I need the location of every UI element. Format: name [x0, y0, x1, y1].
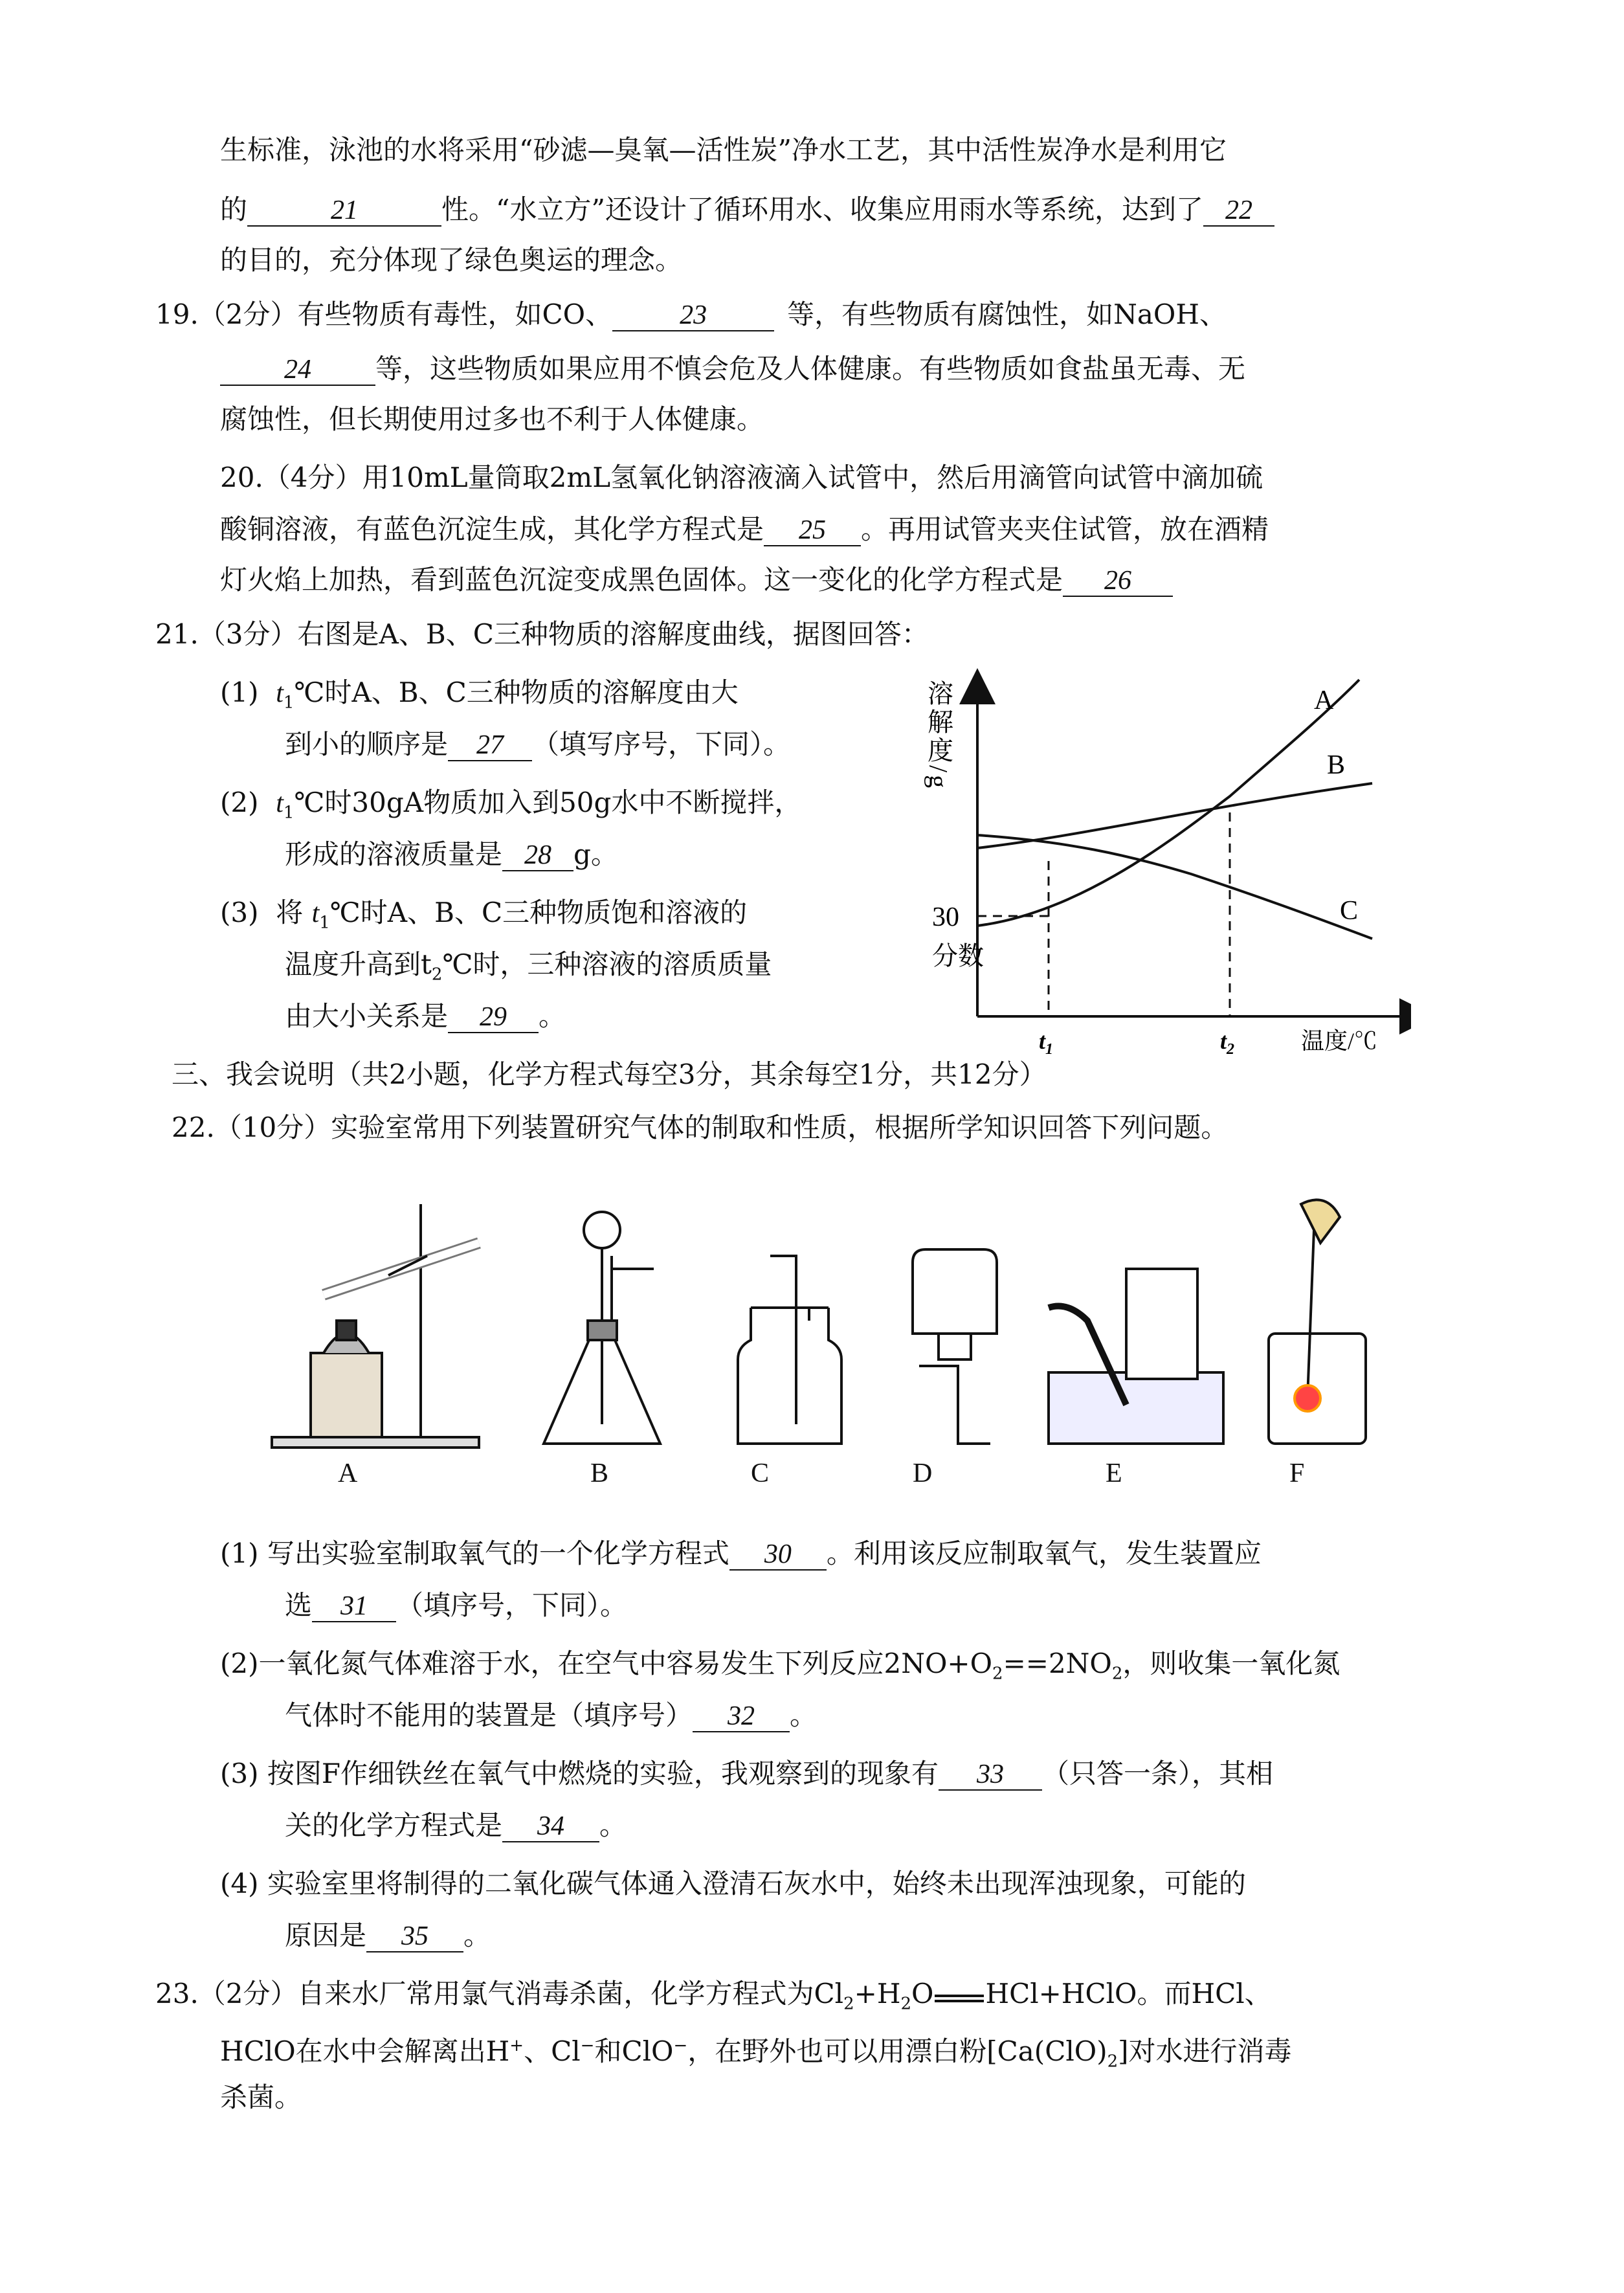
text: ，在野外也可以用漂白粉[Ca(ClO)	[687, 2035, 1107, 2067]
series-c-label: C	[1340, 896, 1359, 926]
text: 形成的溶液质量是	[285, 838, 503, 870]
q22-p3c	[285, 1806, 627, 1845]
caption-b: B	[590, 1459, 609, 1488]
caption-f: F	[1289, 1459, 1305, 1488]
subscript: 2	[992, 1664, 1003, 1684]
q21-p1c	[285, 725, 790, 764]
q19-line1	[155, 295, 1227, 334]
subscript: 2	[843, 1994, 854, 2014]
subscript: 1	[319, 913, 330, 933]
x-label: 温度/℃	[1301, 1028, 1378, 1054]
text: 19.（2分）有些物质有毒性，如CO、	[155, 298, 613, 330]
extra-label: 分数	[932, 941, 984, 970]
blank-24[interactable]: 24	[220, 355, 375, 386]
x-tick-t1: $t_1$	[1039, 1028, 1054, 1058]
section3-title: 三、我会说明（共2小题，化学方程式每空3分，其余每空1分，共12分）	[172, 1058, 1047, 1090]
subscript: 2	[1111, 1664, 1123, 1684]
text: 酸铜溶液，有蓝色沉淀生成，其化学方程式是	[220, 513, 764, 545]
caption-d: D	[913, 1459, 933, 1488]
q21-p3	[220, 893, 747, 942]
text: 等，有些物质有腐蚀性，如NaOH、	[787, 298, 1227, 330]
text: 。	[599, 1809, 627, 1841]
q23-line2	[220, 2026, 1292, 2081]
text: ]对水进行消毒	[1118, 2035, 1292, 2067]
text: +H	[854, 1978, 901, 2009]
text: HClO在水中会解离出H	[220, 2035, 510, 2067]
q21-p3c	[285, 945, 772, 994]
text: 将	[276, 897, 304, 928]
blank-23[interactable]: 23	[612, 300, 774, 331]
text: ℃时A、B、C三种物质饱和溶液的	[329, 897, 748, 928]
caption-a: A	[338, 1459, 358, 1488]
blank-35[interactable]: 35	[366, 1921, 463, 1952]
text: 温度升高到t	[285, 948, 432, 980]
text: 关的化学方程式是	[285, 1809, 503, 1841]
text: ℃时A、B、C三种物质的溶解度由大	[294, 677, 739, 708]
t-symbol: t	[276, 789, 284, 818]
y-mark-30: 30	[932, 902, 959, 932]
text: g。	[573, 838, 618, 870]
p18-line1: 生标准，泳池的水将采用“砂滤—臭氧—活性炭”净水工艺，其中活性炭净水是利用它	[220, 134, 1227, 166]
q22-p1c	[285, 1586, 627, 1625]
superscript: −	[580, 2036, 595, 2055]
solubility-chart	[919, 667, 1411, 1068]
text: 选	[285, 1589, 313, 1621]
q21-p2c	[285, 835, 618, 874]
text: 等，这些物质如果应用不慎会危及人体健康。有些物质如食盐虽无毒、无	[375, 353, 1246, 385]
text: 原因是	[285, 1919, 367, 1951]
blank-28[interactable]: 28	[502, 840, 573, 871]
q22-p4b	[285, 1916, 491, 1955]
subscript: 2	[431, 965, 443, 985]
blank-25[interactable]: 25	[764, 515, 861, 546]
series-b-label: B	[1327, 750, 1346, 780]
t-symbol: t	[276, 678, 284, 708]
q22-p2d	[285, 1696, 817, 1735]
text: 。再用试管夹夹住试管，放在酒精	[861, 513, 1269, 545]
text: 。利用该反应制取氧气，发生装置应	[826, 1538, 1262, 1569]
text: 到小的顺序是	[285, 728, 449, 760]
text: ℃时，三种溶液的溶质质量	[442, 948, 772, 980]
text: 。	[790, 1699, 818, 1731]
text: (2)	[220, 787, 259, 818]
q20-line2	[220, 510, 1269, 549]
text: 气体时不能用的装置是（填序号）	[285, 1699, 693, 1731]
text: O	[911, 1978, 934, 2009]
text: ==2NO	[1003, 1648, 1112, 1679]
caption-c: C	[751, 1459, 770, 1488]
text: (3)	[220, 897, 259, 928]
subscript: 2	[900, 1994, 912, 2014]
text: ，则收集一氧化氮	[1122, 1648, 1340, 1679]
text: （填写序号，下同）。	[532, 728, 791, 760]
blank-31[interactable]: 31	[312, 1591, 396, 1622]
curve-a	[977, 680, 1359, 926]
q19-line2	[220, 350, 1245, 388]
text: HCl+HClO。而HCl、	[985, 1978, 1272, 2009]
q20-line1: 20.（4分）用10mL量筒取2mL氢氧化钠溶液滴入试管中，然后用滴管向试管中滴加硫	[220, 462, 1263, 493]
text: ℃时30gA物质加入到50g水中不断搅拌，	[294, 787, 802, 818]
series-a-label: A	[1314, 686, 1334, 715]
text: 。	[539, 1000, 566, 1032]
text: 的	[220, 194, 248, 225]
text: 由大小关系是	[285, 1000, 449, 1032]
q22-p3	[220, 1754, 1273, 1793]
blank-26[interactable]: 26	[1063, 566, 1173, 597]
subscript: 1	[283, 803, 295, 823]
q19-line3: 腐蚀性，但长期使用过多也不利于人体健康。	[220, 403, 764, 435]
equilibrium-arrow-icon	[933, 1976, 985, 2015]
x-tick-t2: $t_2$	[1220, 1028, 1235, 1058]
q22-stem: 22.（10分）实验室常用下列装置研究气体的制取和性质，根据所学知识回答下列问题。	[172, 1112, 1229, 1143]
apparatus-e	[1049, 1269, 1223, 1444]
text: （填序号，下同）。	[396, 1589, 628, 1621]
blank-22[interactable]: 22	[1203, 196, 1274, 227]
apparatus-a	[272, 1204, 479, 1448]
t-symbol: t	[311, 899, 320, 928]
q22-p1	[220, 1534, 1262, 1573]
apparatus-figure	[259, 1191, 1398, 1463]
text: (2)一氧化氮气体难溶于水，在空气中容易发生下列反应2NO+O	[220, 1648, 993, 1679]
caption-e: E	[1106, 1459, 1122, 1488]
text: (1)	[220, 677, 259, 708]
apparatus-b	[544, 1212, 660, 1444]
apparatus-d	[913, 1249, 997, 1444]
blank-33[interactable]: 33	[939, 1760, 1042, 1791]
text: 。	[463, 1919, 491, 1951]
text: (3) 按图F作细铁丝在氧气中燃烧的实验，我观察到的现象有	[220, 1758, 939, 1789]
blank-21[interactable]: 21	[247, 196, 441, 227]
text: 性。“水立方”还设计了循环用水、收集应用雨水等系统，达到了	[441, 194, 1203, 225]
q20-line3	[220, 561, 1173, 599]
text: 、Cl	[524, 2035, 581, 2067]
blank-30[interactable]: 30	[729, 1539, 827, 1571]
text: (1) 写出实验室制取氧气的一个化学方程式	[220, 1538, 729, 1569]
blank-27[interactable]: 27	[448, 730, 532, 761]
blank-34[interactable]: 34	[502, 1811, 599, 1842]
q22-p4: (4) 实验室里将制得的二氧化碳气体通入澄清石灰水中，始终未出现浑浊现象，可能的	[220, 1868, 1246, 1899]
p18-line2	[220, 190, 1274, 229]
blank-32[interactable]: 32	[693, 1701, 790, 1732]
q21-p3e	[285, 997, 566, 1036]
q21-stem: 21.（3分）右图是A、B、C三种物质的溶解度曲线，据图回答：	[155, 618, 929, 650]
q23-line1	[155, 1974, 1272, 2023]
subscript: 1	[283, 693, 295, 713]
q22-p2	[220, 1644, 1340, 1693]
q21-p2	[220, 783, 801, 832]
q21-p1	[220, 673, 739, 722]
y-label: 溶解度/g	[924, 680, 953, 791]
apparatus-f	[1269, 1200, 1366, 1444]
superscript: −	[673, 2036, 688, 2055]
blank-29[interactable]: 29	[448, 1002, 539, 1033]
q23-line3: 杀菌。	[220, 2081, 302, 2113]
text: 灯火焰上加热，看到蓝色沉淀变成黑色固体。这一变化的化学方程式是	[220, 564, 1063, 596]
superscript: +	[509, 2036, 524, 2055]
subscript: 2	[1107, 2052, 1118, 2072]
apparatus-c	[738, 1256, 841, 1444]
text: （只答一条），其相	[1042, 1758, 1274, 1789]
p18-line3: 的目的，充分体现了绿色奥运的理念。	[220, 244, 683, 276]
curve-c	[977, 835, 1372, 939]
text: 23.（2分）自来水厂常用氯气消毒杀菌，化学方程式为Cl	[155, 1978, 844, 2009]
text: 和ClO	[594, 2035, 674, 2067]
